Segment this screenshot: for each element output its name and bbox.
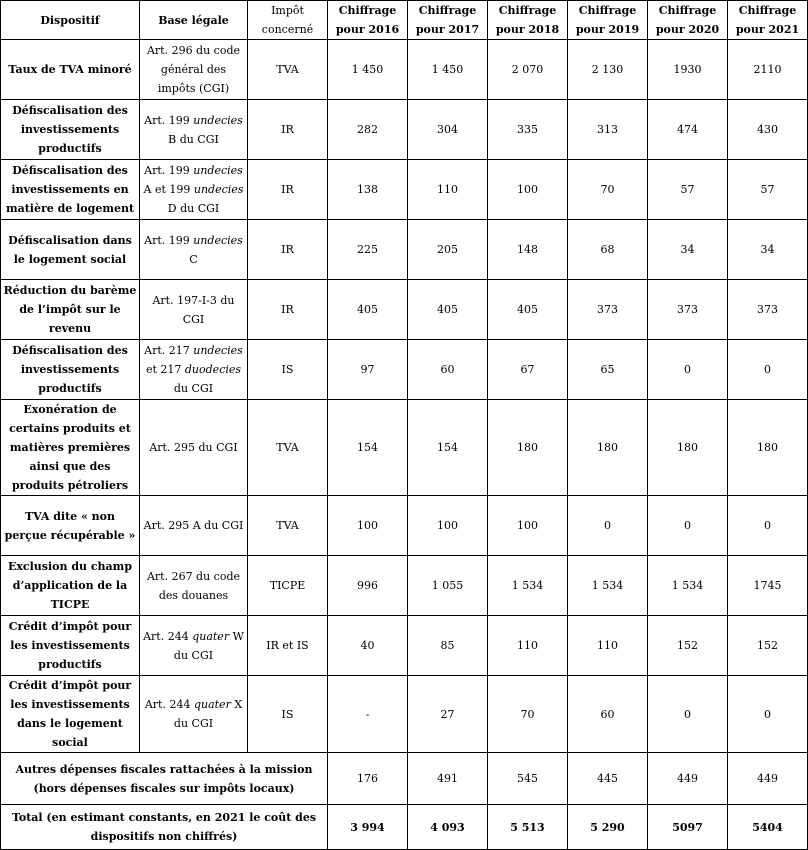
cell-value: 225 [328,220,408,280]
cell-value: 148 [488,220,568,280]
header-2019: Chiffrage pour 2019 [568,1,648,40]
cell-value: 180 [648,400,728,496]
table-row [1,556,808,616]
base-text: Art. 244 [143,629,193,643]
base-text: B du CGI [168,132,219,146]
header-2017: Chiffrage pour 2017 [408,1,488,40]
cell-value: 1 450 [328,40,408,100]
cell-value: 180 [488,400,568,496]
base-italic: undecies [193,233,243,247]
header-2018: Chiffrage pour 2018 [488,1,568,40]
header-dispositif: Dispositif [1,1,140,40]
cell-dispositif: Exclusion du champ d’application de la TICPE [1,556,140,616]
cell-value: 1 534 [488,556,568,616]
cell-value: 205 [408,220,488,280]
table-row [1,340,808,400]
cell-value: 152 [728,616,808,676]
cell-value: 100 [488,160,568,220]
cell-base [140,100,248,160]
cell-value: 154 [328,400,408,496]
cell-value: 110 [488,616,568,676]
header-base: Base légale [140,1,248,40]
cell-value: 100 [408,496,488,556]
base-text: X du CGI [173,698,243,730]
cell-value: 34 [728,220,808,280]
cell-base [140,340,248,400]
cell-value: 68 [568,220,648,280]
cell-value: 97 [328,340,408,400]
cell-value: 60 [408,340,488,400]
cell-base: Art. 267 du code des douanes [140,556,248,616]
cell-value: 2110 [728,40,808,100]
cell-value: 1745 [728,556,808,616]
cell-value: 545 [488,753,568,805]
cell-total-value: 3 994 [328,805,408,850]
base-text: Art. 217 [144,344,194,357]
table-row [1,616,808,676]
cell-dispositif: Taux de TVA minoré [1,40,140,100]
cell-value: 1 450 [408,40,488,100]
cell-impot: IR [248,280,328,340]
base-italic: undecies [193,113,243,127]
base-text: Art. 199 [144,233,194,247]
cell-value: 1 534 [568,556,648,616]
cell-value: 373 [648,280,728,340]
cell-value: 70 [488,676,568,753]
cell-value: 0 [568,496,648,556]
cell-value: 0 [728,676,808,753]
cell-impot: TVA [248,496,328,556]
base-text: et 217 [145,363,185,376]
cell-value: 70 [568,160,648,220]
base-text: D du CGI [167,202,220,215]
cell-value: 1 534 [648,556,728,616]
cell-value: 0 [728,496,808,556]
cell-value: 0 [648,676,728,753]
cell-dispositif: Défiscalisation des investissements en matière de logement [1,160,140,220]
cell-impot: IS [248,340,328,400]
base-text: A et 199 [143,183,194,196]
cell-base: Art. 295 du CGI [140,400,248,496]
cell-value: 405 [408,280,488,340]
cell-base: Art. 295 A du CGI [140,496,248,556]
cell-impot: TVA [248,400,328,496]
cell-value: 0 [648,340,728,400]
cell-value: 335 [488,100,568,160]
cell-value: 154 [408,400,488,496]
cell-value: 282 [328,100,408,160]
cell-value: 60 [568,676,648,753]
cell-impot: IR et IS [248,616,328,676]
cell-dispositif: Exonération de certains produits et matières premières ainsi que des produits pétroliers [1,400,140,496]
cell-value: 85 [408,616,488,676]
base-italic: undecies [193,183,244,196]
cell-base [140,220,248,280]
table-row [1,220,808,280]
cell-value: 474 [648,100,728,160]
cell-impot: IR [248,220,328,280]
cell-value: 0 [648,496,728,556]
cell-base: Art. 296 du code général des impôts (CGI) [140,40,248,100]
table-row [1,100,808,160]
base-italic: duodecies [184,363,242,376]
autres-row [1,753,808,805]
base-italic: quater [192,629,230,643]
base-italic: undecies [193,164,243,177]
cell-dispositif: Crédit d’impôt pour les investissements productifs [1,616,140,676]
cell-total-label: Total (en estimant constants, en 2021 le coût des dispositifs non chiffrés) [1,805,328,850]
cell-total-value: 5 290 [568,805,648,850]
cell-total-value: 5 513 [488,805,568,850]
base-italic: quater [193,698,231,711]
cell-dispositif: Défiscalisation des investissements productifs [1,100,140,160]
table-row [1,676,808,753]
base-italic: undecies [193,344,243,357]
cell-value: 313 [568,100,648,160]
cell-value: 27 [408,676,488,753]
header-2016: Chiffrage pour 2016 [328,1,408,40]
cell-value: 67 [488,340,568,400]
cell-total-value: 5404 [728,805,808,850]
cell-value: 445 [568,753,648,805]
cell-value: 180 [568,400,648,496]
cell-value: 405 [488,280,568,340]
cell-value: 40 [328,616,408,676]
cell-impot: TICPE [248,556,328,616]
cell-value: 57 [648,160,728,220]
cell-total-value: 5097 [648,805,728,850]
cell-value: 0 [728,340,808,400]
cell-impot: TVA [248,40,328,100]
cell-dispositif: TVA dite « non perçue récupérable » [1,496,140,556]
cell-base: Art. 197-I-3 du CGI [140,280,248,340]
table-row [1,400,808,496]
cell-dispositif: Défiscalisation dans le logement social [1,220,140,280]
cell-total-value: 4 093 [408,805,488,850]
cell-dispositif: Réduction du barème de l’impôt sur le revenu [1,280,140,340]
table-row [1,160,808,220]
cell-value: 1930 [648,40,728,100]
header-2021: Chiffrage pour 2021 [728,1,808,40]
cell-impot: IR [248,100,328,160]
cell-impot: IR [248,160,328,220]
cell-dispositif: Défiscalisation des investissements productifs [1,340,140,400]
cell-value: - [328,676,408,753]
base-text: Art. 244 [144,698,194,711]
base-text: W du CGI [173,629,244,662]
cell-value: 57 [728,160,808,220]
header-2020: Chiffrage pour 2020 [648,1,728,40]
cell-value: 152 [648,616,728,676]
base-text: Art. 199 [144,113,194,127]
cell-value: 34 [648,220,728,280]
table-row [1,496,808,556]
cell-value: 1 055 [408,556,488,616]
cell-value: 100 [488,496,568,556]
cell-impot: IS [248,676,328,753]
cell-autres-label: Autres dépenses fiscales rattachées à la mission (hors dépenses fiscales sur impôts locaux) [1,753,328,805]
cell-value: 449 [728,753,808,805]
cell-value: 304 [408,100,488,160]
cell-value: 2 070 [488,40,568,100]
base-text: du CGI [173,382,214,395]
cell-dispositif: Crédit d’impôt pour les investissements dans le logement social [1,676,140,753]
cell-value: 65 [568,340,648,400]
total-row [1,805,808,850]
cell-value: 180 [728,400,808,496]
cell-value: 110 [568,616,648,676]
cell-base [140,676,248,753]
table-row [1,280,808,340]
cell-base [140,160,248,220]
cell-value: 405 [328,280,408,340]
base-text: C [189,252,198,266]
cell-value: 2 130 [568,40,648,100]
cell-base [140,616,248,676]
header-impot: Impôt concerné [248,1,328,40]
cell-value: 373 [728,280,808,340]
cell-value: 373 [568,280,648,340]
cell-value: 100 [328,496,408,556]
cell-value: 138 [328,160,408,220]
base-text: Art. 199 [144,164,194,177]
cell-value: 449 [648,753,728,805]
header-row [1,1,808,40]
cell-value: 176 [328,753,408,805]
cell-value: 110 [408,160,488,220]
cell-value: 491 [408,753,488,805]
cell-value: 996 [328,556,408,616]
table-row [1,40,808,100]
cell-value: 430 [728,100,808,160]
